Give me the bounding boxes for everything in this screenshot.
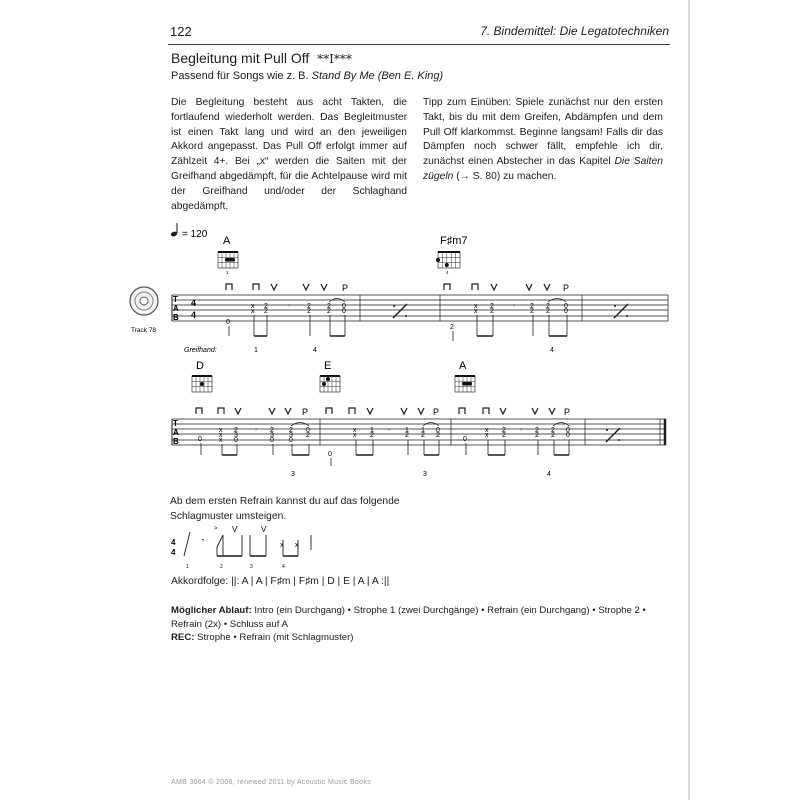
svg-text:x: x <box>219 437 223 444</box>
svg-text:x: x <box>474 308 478 315</box>
svg-text:0: 0 <box>226 319 230 326</box>
strum-count-1: 1 <box>186 564 189 570</box>
strum-count-2: 2 <box>220 564 223 570</box>
fretting-finger-2: 4 <box>313 347 317 354</box>
strum-count-3: 3 <box>250 564 253 570</box>
svg-text:2: 2 <box>327 308 331 315</box>
svg-text:x: x <box>353 432 357 439</box>
rec-text: Strophe • Refrain (mit Schlagmuster) <box>194 632 354 644</box>
svg-text:0: 0 <box>306 427 310 434</box>
pull-off-marker: P <box>564 407 571 417</box>
section-title-text: Begleitung mit Pull Off <box>171 50 310 66</box>
chord-sequence: Akkordfolge: ||: A | A | F♯m | F♯m | D | E | A | A :|| <box>171 576 390 587</box>
svg-text:2: 2 <box>306 432 310 439</box>
svg-text:x: x <box>353 427 357 434</box>
svg-text:0: 0 <box>342 308 346 315</box>
pull-off-marker: P <box>302 407 309 417</box>
chord-name-fism7: F♯m7 <box>440 235 468 247</box>
chord-name-a-row1: A <box>223 235 231 247</box>
chord-diagram-d <box>192 376 212 392</box>
song-title: Stand By Me <box>311 70 375 82</box>
svg-text:0: 0 <box>566 432 570 439</box>
strum-symbols-row2 <box>196 408 555 414</box>
chord-fingering-fism7: 4 <box>446 270 449 275</box>
svg-text:3: 3 <box>289 432 293 439</box>
rec-label: REC: <box>171 632 195 644</box>
svg-text:2: 2 <box>436 432 440 439</box>
svg-text:2: 2 <box>490 308 494 315</box>
intro-left-text: Die Begleitung besteht aus acht Takten, die fortlaufend wiederholt werden. Das Begleitmuster ist einen Takt lang und wird an den jeweiligen Akkord angepasst. Das Pull Off erfolgt immer auf Zählzeit 4+. Bei „x“ werden die Saiten mit der Greifhand abgedämpft, für die Achtelpause wird mit der Greifhand und/oder der Schlaghand abgedämpft. <box>171 97 407 212</box>
svg-text:0: 0 <box>564 308 568 315</box>
svg-text:x: x <box>251 308 255 315</box>
tab-letter-a-row2: A <box>173 428 179 437</box>
greifhand-label: Greifhand: <box>184 347 217 354</box>
svg-text:x: x <box>485 432 489 439</box>
svg-text:2: 2 <box>264 308 268 315</box>
svg-text:3: 3 <box>234 432 238 439</box>
svg-text:x: x <box>485 427 489 434</box>
svg-text:2: 2 <box>307 303 311 310</box>
chord-diagram-a-row2 <box>455 376 475 392</box>
fretting-finger-e: 3 <box>291 471 295 478</box>
chord-name-d: D <box>196 360 204 372</box>
svg-text:2: 2 <box>551 427 555 434</box>
svg-text:0: 0 <box>342 303 346 310</box>
chord-diagram-a-row1 <box>218 252 238 275</box>
chapter-reference: Die Saiten zügeln <box>423 156 663 182</box>
svg-text:0: 0 <box>270 437 274 444</box>
svg-text:2: 2 <box>270 427 274 434</box>
copyright-footer: AMB 3064 © 2006, renewed 2011 by Acoustic Music Books <box>171 779 371 786</box>
svg-text:4: 4 <box>171 548 176 557</box>
svg-text:0: 0 <box>566 427 570 434</box>
svg-text:2: 2 <box>370 432 374 439</box>
tempo-text: = 120 <box>182 229 208 240</box>
svg-text:V: V <box>232 525 238 534</box>
song-structure <box>171 604 671 645</box>
svg-text:1: 1 <box>421 427 425 434</box>
chapter-title: 7. Bindemittel: Die Legatotechniken <box>480 24 669 38</box>
tab-letter-t: T <box>173 295 178 304</box>
track-label: Track 78 <box>131 327 157 334</box>
fretting-finger-1: 1 <box>254 347 258 354</box>
svg-text:2: 2 <box>551 432 555 439</box>
strum-count-4: 4 <box>282 564 285 570</box>
time-signature-top: 4 <box>191 298 197 308</box>
svg-text:x: x <box>219 427 223 434</box>
chord-diagram-e <box>320 376 340 392</box>
svg-text:2: 2 <box>546 308 550 315</box>
fretting-finger-a2: 4 <box>547 471 551 478</box>
tab-letter-b-row2: B <box>173 437 179 446</box>
svg-text:x: x <box>251 303 255 310</box>
strum-pattern-intro: Ab dem ersten Refrain kannst du auf das folgende Schlagmuster umsteigen. <box>170 496 400 522</box>
tab-letter-t-row2: T <box>173 419 178 428</box>
cd-icon <box>130 287 158 315</box>
tab-staff-row2 <box>172 419 666 445</box>
time-signature-bottom: 4 <box>191 310 197 320</box>
tab-numbers-row2 <box>198 427 570 458</box>
svg-text:2: 2 <box>264 303 268 310</box>
chord-diagram-fism7 <box>436 252 460 275</box>
svg-text:2: 2 <box>535 432 539 439</box>
svg-text:2: 2 <box>502 427 506 434</box>
svg-text:2: 2 <box>289 427 293 434</box>
chord-fingering-a-row1: 1 <box>226 270 229 275</box>
intro-right-text-2: (→ S. 80) zu machen. <box>453 170 557 182</box>
svg-text:2: 2 <box>421 432 425 439</box>
svg-text:2: 2 <box>490 303 494 310</box>
subtitle-prefix: Passend für Songs wie z. B. <box>171 70 309 82</box>
svg-text:>: > <box>214 526 218 532</box>
svg-text:0: 0 <box>289 437 293 444</box>
strum-pattern <box>171 525 311 570</box>
svg-text:x: x <box>474 303 478 310</box>
svg-text:1: 1 <box>370 427 374 434</box>
svg-text:2: 2 <box>405 432 409 439</box>
tab-letter-b: B <box>173 313 179 322</box>
fretting-finger-a1: 3 <box>423 471 427 478</box>
svg-text:0: 0 <box>198 436 202 443</box>
svg-text:2: 2 <box>535 427 539 434</box>
svg-text:V: V <box>261 525 267 534</box>
page-number: 122 <box>170 24 192 39</box>
svg-text:3: 3 <box>270 432 274 439</box>
svg-text:0: 0 <box>234 437 238 444</box>
difficulty-rating: **I*** <box>317 52 352 66</box>
svg-text:x: x <box>219 432 223 439</box>
svg-text:2: 2 <box>307 308 311 315</box>
svg-text:𝄾: 𝄾 <box>388 427 390 434</box>
fretting-finger-row1-end: 4 <box>550 347 554 354</box>
svg-text:0: 0 <box>463 436 467 443</box>
strum-symbols-row1 <box>226 284 550 290</box>
svg-text:0: 0 <box>436 427 440 434</box>
tab-letter-a: A <box>173 304 179 313</box>
pull-off-marker: P <box>563 283 570 293</box>
intro-right-text-1: Tipp zum Einüben: Spiele zunächst nur den ersten Takt, bis du mit dem Greifen, Abdämpfen und dem Pull Off klarkommst. Beginne langsam! Falls dir das Dämpfen noch schwer fällt, empfehle ich dir, zunächst einen Abstecher in das Kapitel <box>423 97 663 168</box>
svg-text:2: 2 <box>450 324 454 331</box>
svg-text:𝄾: 𝄾 <box>202 536 205 545</box>
chord-name-e: E <box>324 360 332 372</box>
svg-text:2: 2 <box>234 427 238 434</box>
tab-staff-row1 <box>172 295 668 321</box>
svg-text:2: 2 <box>530 303 534 310</box>
tab-numbers-row1 <box>226 303 568 331</box>
svg-text:𝄾: 𝄾 <box>255 427 257 434</box>
pull-off-marker: P <box>433 407 440 417</box>
tempo-marking <box>170 223 208 240</box>
svg-text:0: 0 <box>564 303 568 310</box>
svg-text:4: 4 <box>171 538 176 547</box>
ablauf-label: Möglicher Ablauf: <box>171 605 252 616</box>
pull-off-marker: P <box>342 283 349 293</box>
song-artist: (Ben E. King) <box>377 70 444 82</box>
svg-text:𝄾: 𝄾 <box>520 427 522 434</box>
svg-text:𝄾: 𝄾 <box>513 303 515 310</box>
svg-text:𝄾: 𝄾 <box>288 303 290 310</box>
svg-text:2: 2 <box>502 432 506 439</box>
svg-text:x: x <box>295 542 299 549</box>
ablauf-text: Intro (ein Durchgang) • Strophe 1 (zwei Durchgänge) • Refrain (ein Durchgang) • Strophe 2 • Refrain (2x) • Schluss auf A <box>171 605 646 630</box>
svg-text:1: 1 <box>405 427 409 434</box>
chord-name-a-row2: A <box>459 360 467 372</box>
svg-text:0: 0 <box>328 451 332 458</box>
svg-text:x: x <box>280 542 284 549</box>
svg-text:2: 2 <box>530 308 534 315</box>
svg-text:2: 2 <box>327 303 331 310</box>
svg-text:2: 2 <box>546 303 550 310</box>
